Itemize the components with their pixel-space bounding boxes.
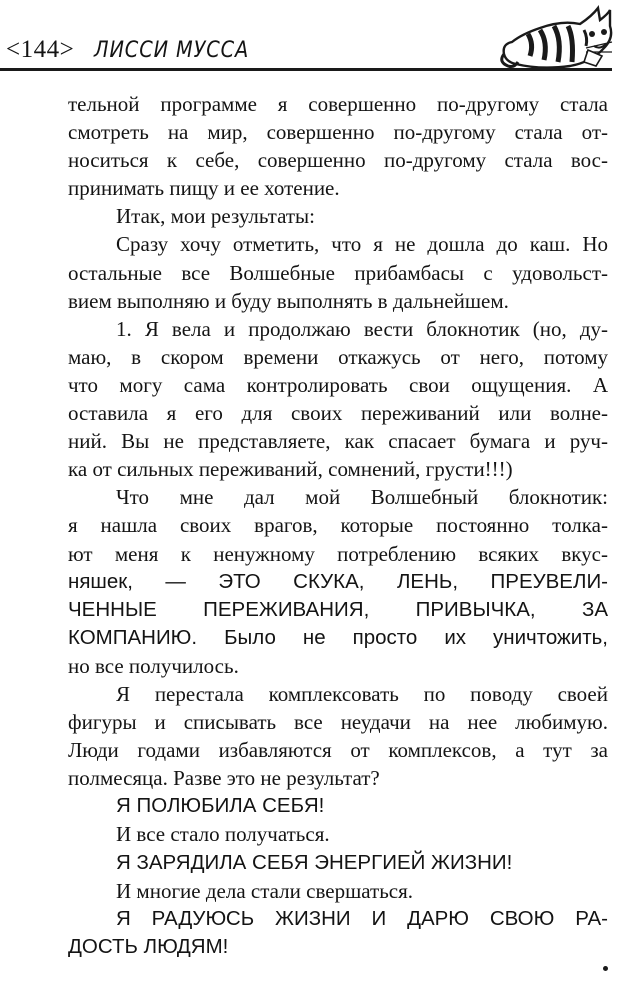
text-line: я нашла своих врагов, которые постоянно толка- (68, 513, 608, 538)
page-body (68, 90, 608, 961)
cat-drawing-icon (500, 4, 615, 70)
text-line: ЧЕННЫЕ ПЕРЕЖИВАНИЯ, ПРИВЫЧКА, ЗА (68, 597, 608, 621)
text-line: ний. Вы не представляете, как спасает бумага и руч- (68, 429, 608, 454)
page-header (0, 0, 620, 80)
text-line: маю, в скором времени откажусь от него, потому (68, 344, 608, 369)
text-line: что могу сама контролировать свои ощущения. А (68, 372, 608, 397)
page-number: <144> (6, 36, 75, 63)
text-line: Сразу хочу отметить, что я не дошла до каш. Но (116, 232, 608, 257)
text-line: носиться к себе, совершенно по-другому стала вос- (68, 148, 608, 173)
text-line: остальные все Волшебные прибамбасы с удовольст- (68, 260, 608, 285)
text-line: И многие дела стали свершаться. (116, 878, 414, 903)
text-line: 1. Я вела и продолжаю вести блокнотик (но, ду- (116, 316, 608, 341)
text-line: полмесяца. Разве это не результат? (68, 766, 380, 791)
text-line: ДОСТЬ ЛЮДЯМ! (68, 934, 229, 958)
text-line: но все получилось. (68, 653, 239, 678)
text-line: оставила я его для своих переживаний или волне- (68, 401, 608, 426)
page-dot (603, 966, 608, 971)
text-line: Я РАДУЮСЬ ЖИЗНИ И ДАРЮ СВОЮ РА- (116, 906, 608, 930)
text-line: И все стало получаться. (116, 822, 330, 847)
text-line: Я ПОЛЮБИЛА СЕБЯ! (116, 794, 325, 818)
text-line: ка от сильных переживаний, сомнений, грусти!!!) (68, 457, 513, 482)
text-line: Я перестала комплексовать по поводу своей (116, 681, 608, 706)
text-line: Люди годами избавляются от комплексов, а тут за (68, 738, 608, 763)
text-line: Я ЗАРЯДИЛА СЕБЯ ЭНЕРГИЕЙ ЖИЗНИ! (116, 850, 513, 874)
text-line: смотреть на мир, совершенно по-другому стала от- (68, 120, 608, 145)
text-line: принимать пищу и ее хотение. (68, 176, 340, 201)
text-line: вием выполняю и буду выполнять в дальнейшем. (68, 288, 509, 313)
text-line: ют меня к ненужному потреблению всяких вкус- (68, 541, 608, 566)
text-line: тельной программе я совершенно по-другому стала (68, 92, 608, 116)
text-line: КОМПАНИЮ. Было не просто их уничтожить, (68, 625, 608, 649)
running-head: ЛИССИ МУССА (94, 38, 250, 63)
text-line: няшек, — ЭТО СКУКА, ЛЕНЬ, ПРЕУВЕЛИ- (68, 569, 608, 593)
text-line: фигуры и списывать все неудачи на нее любимую. (68, 710, 608, 735)
text-line: Что мне дал мой Волшебный блокнотик: (116, 485, 608, 510)
text-line: Итак, мои результаты: (116, 204, 315, 229)
